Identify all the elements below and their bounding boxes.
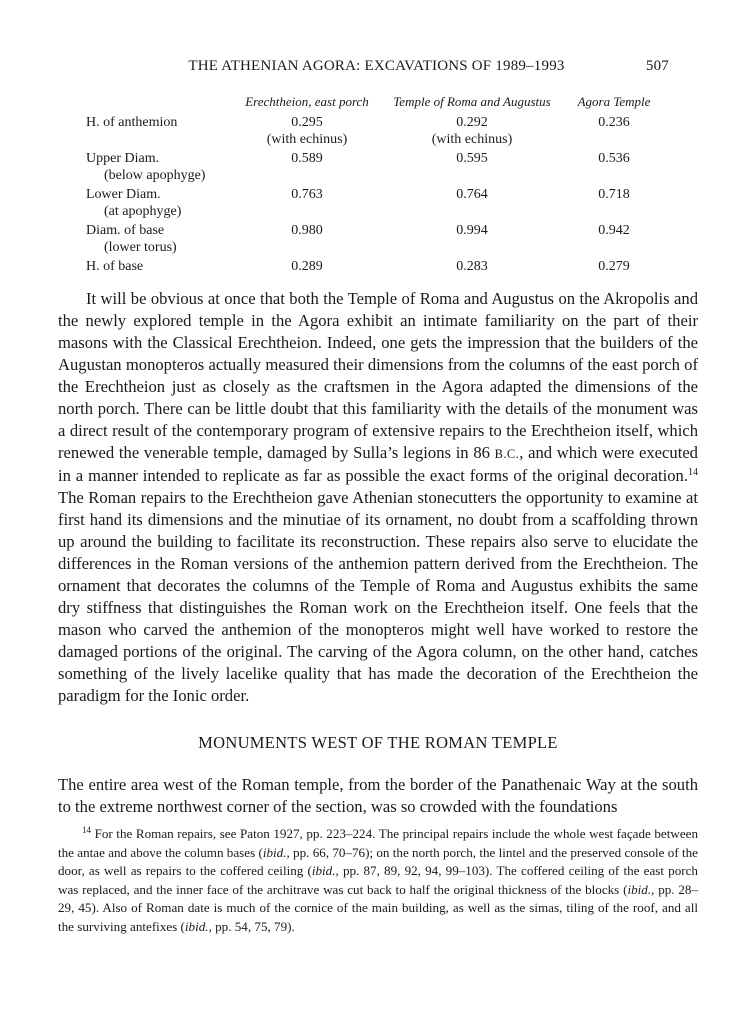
table-cell [382,258,562,277]
table-cell [382,222,562,258]
footnote-citation: ibid. [627,881,652,897]
cell-value: 0.589 [291,151,323,166]
table-cell [232,150,382,186]
table-header-row [86,92,666,114]
table-cell [232,114,382,150]
row-sublabel: (below apophyge) [104,168,206,183]
table-cell [562,258,666,277]
row-label [86,186,232,222]
table-cell [562,150,666,186]
footnote-citation: ibid. [184,918,209,934]
footnote-citation: ibid. [311,863,336,879]
cell-value: 0.994 [456,223,488,238]
row-label-text: Lower Diam. [86,187,161,202]
table-row [86,114,666,150]
cell-value: 0.283 [456,259,488,274]
row-label-text: Diam. of base [86,223,165,238]
cell-note: (with echinus) [431,132,513,147]
table-cell [562,114,666,150]
footnote-text: For the Roman repairs, see Paton 1927, pp. 223–224. The principal repairs include the whole west façade between the antae and above the column bases ( [58,826,698,860]
measurements-table [86,92,666,277]
cell-value: 0.595 [456,151,488,166]
table-cell [382,186,562,222]
footnote-text: , pp. 66, 70–76); on the north porch, the lintel and the preserved console of the door, as well as repairs to the coffered ceiling ( [58,844,698,879]
era-abbreviation: B.C. [494,447,520,461]
cell-value: 0.718 [598,187,630,202]
column-header-agora-temple: Agora Temple [577,94,651,109]
table-cell [382,114,562,150]
cell-value: 0.292 [456,115,488,130]
cell-note: (with echinus) [266,132,348,147]
footnote [58,825,698,937]
cell-value: 0.980 [291,223,323,238]
cell-value: 0.289 [291,259,323,274]
cell-value: 0.279 [598,259,630,274]
row-label [86,258,232,277]
footnote-reference[interactable]: 14 [688,467,698,478]
table-row [86,150,666,186]
body-paragraph: The entire area west of the Roman temple, from the border of the Panathenaic Way at the south to the extreme northwest corner of the section, was so crowded with the foundations [58,775,698,816]
table-cell [382,150,562,186]
table-cell [562,186,666,222]
running-title: THE ATHENIAN AGORA: EXCAVATIONS OF 1989–1993 [188,58,565,74]
footnote-text: , pp. 28–29, 45). Also of Roman date is much of the cornice of the main building, as well as the simas, tiling of the roof, and all the surviving antefixes ( [58,881,699,934]
paragraph-text: , and which were executed in a manner intended to replicate as far as possible the exact forms of the original decoration. [58,443,698,485]
footnote-number: 14 [82,825,91,835]
cell-value: 0.763 [291,187,323,202]
table-row [86,258,666,277]
row-label [86,222,232,258]
cell-value: 0.942 [598,223,630,238]
paragraph-text: The Roman repairs to the Erechtheion gave Athenian stonecutters the opportunity to examine at first hand its dimensions and the minutiae of its ornament, no doubt from a scaffolding thrown up around the building to facilitate its reconstruction. These repairs also serve to elucidate the differences in the Roman versions of the anthemion pattern derived from the Erechtheion. The ornament that decorates the columns of the Temple of Roma and Augustus exhibits the same dry stiffness that distinguishes the Roman work on the Erechtheion itself. One feels that the mason who carved the anthemion of the monopteros might well have worked to restore the damaged portions of the original. The carving of the Agora column, on the other hand, catches something of the lively lacelike quality that has made the decoration of the Erechtheion the paradigm for the Ionic order. [58,488,698,705]
table-cell [232,186,382,222]
paragraph-text: It will be obvious at once that both the Temple of Roma and Augustus on the Akropolis and the newly explored temple in the Agora exhibit an intimate familiarity on the part of their masons with the Classical Erechtheion. Indeed, one gets the impression that the builders of the Augustan monopteros actually measured their dimensions from the columns of the east porch of the Erechtheion just as closely as the craftsmen in the Agora adapted the dimensions of the north porch. There can be little doubt that this familiarity with the details of the monument was a direct result of the contemporary program of extensive repairs to the Erechtheion itself, which renewed the venerable temple, damaged by Sulla’s legions in 86 [58,289,698,462]
section-heading: MONUMENTS WEST OF THE ROMAN TEMPLE [198,733,558,752]
row-sublabel: (lower torus) [104,240,177,255]
column-header-roma-augustus: Temple of Roma and Augustus [393,94,551,109]
cell-value: 0.764 [456,187,488,202]
table-header-blank [86,92,232,114]
row-label-text: H. of base [86,259,144,274]
body-paragraph [58,288,698,707]
page-number: 507 [645,58,669,74]
cell-value: 0.536 [598,151,630,166]
row-label [86,150,232,186]
table-cell [562,222,666,258]
row-sublabel: (at apophyge) [104,204,182,219]
footnote-text: , pp. 54, 75, 79). [208,918,295,934]
column-header-erechtheion: Erechtheion, east porch [245,94,369,109]
row-label [86,114,232,150]
cell-value: 0.236 [598,115,630,130]
table-cell [232,222,382,258]
table-row [86,222,666,258]
row-label-text: Upper Diam. [86,151,160,166]
row-label-text: H. of anthemion [86,115,178,130]
table-cell [232,258,382,277]
footnote-text: , pp. 87, 89, 92, 94, 99–103). The coffered ceiling of the east porch was replaced, and the inner face of the architrave was cut back to half the original thickness of the blocks ( [58,863,698,897]
table-row [86,186,666,222]
footnote-citation: ibid. [262,844,287,860]
cell-value: 0.295 [291,115,323,130]
